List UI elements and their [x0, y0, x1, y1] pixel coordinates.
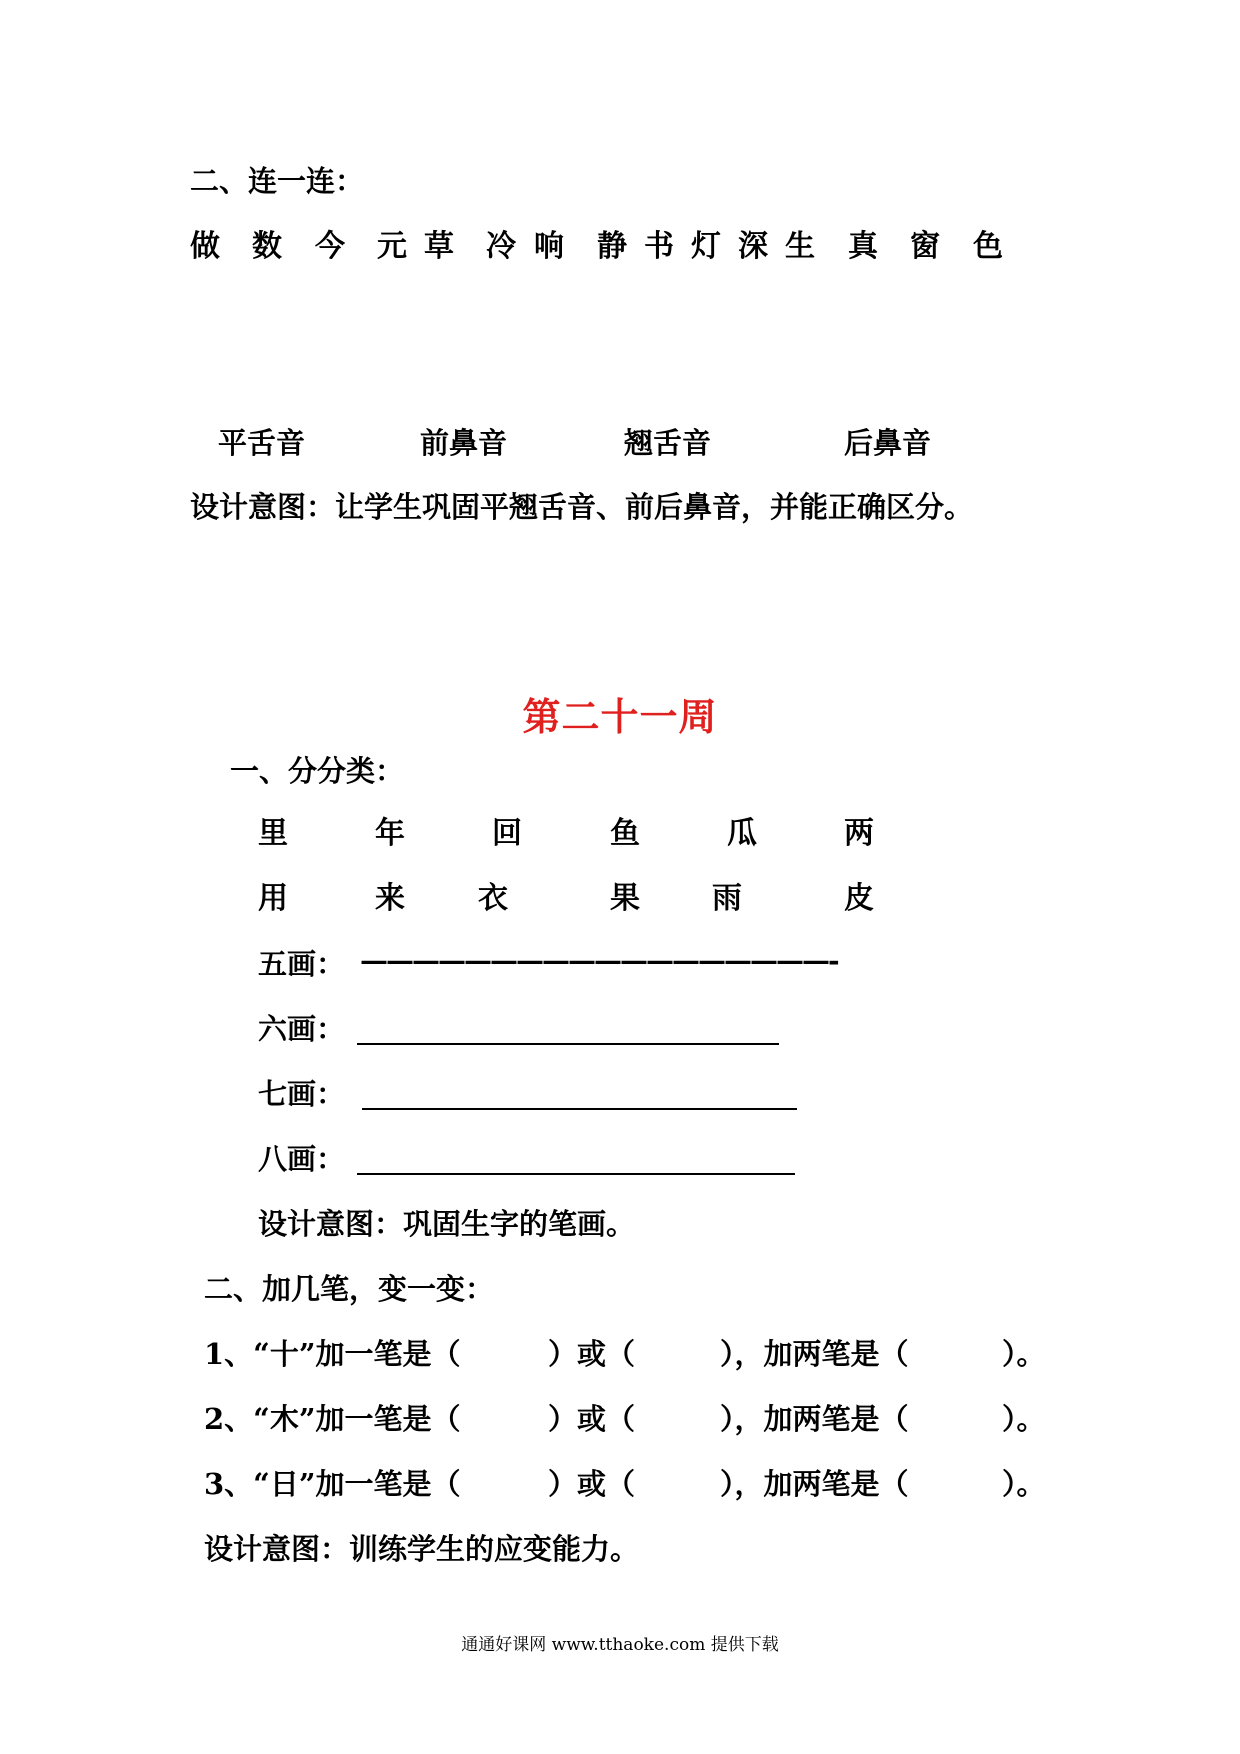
item-text: 2、“木”加一笔是（ — [204, 1402, 461, 1436]
design-intent: 设计意图：让学生巩固平翘舌音、前后鼻音，并能正确区分。 — [190, 490, 974, 524]
connect-char: 静 — [597, 229, 627, 264]
classify-char: 回 — [492, 816, 522, 851]
stroke-label-seven: 七画： — [258, 1077, 346, 1111]
item-text: ）或（ — [548, 1337, 636, 1371]
category-label: 平舌音 — [218, 426, 306, 460]
classify-char: 年 — [375, 816, 405, 851]
answer-line-eight[interactable] — [357, 1173, 795, 1175]
item-text: ）或（ — [548, 1402, 636, 1436]
classify-char: 来 — [375, 881, 405, 916]
item-text: ），加两笔是（ — [720, 1467, 909, 1501]
stroke-label-eight: 八画： — [258, 1142, 346, 1176]
classify-char: 用 — [258, 881, 288, 916]
classify-char: 皮 — [844, 881, 874, 916]
connect-char: 响 — [534, 229, 564, 264]
category-label: 后鼻音 — [844, 426, 932, 460]
category-label: 前鼻音 — [420, 426, 508, 460]
classify-char: 鱼 — [610, 816, 640, 851]
stroke-label-five: 五画： — [258, 947, 346, 981]
classify-char: 瓜 — [727, 816, 757, 851]
section-heading-connect: 二、连一连： — [190, 164, 365, 198]
connect-char: 数 — [252, 229, 282, 264]
answer-line-seven[interactable] — [362, 1108, 797, 1110]
item-text: ），加两笔是（ — [720, 1402, 909, 1436]
category-label: 翘舌音 — [624, 426, 712, 460]
connect-char: 今 — [315, 229, 345, 264]
classify-char: 果 — [610, 881, 640, 916]
classify-char: 里 — [258, 816, 288, 851]
item-text: 1、“十”加一笔是（ — [204, 1337, 461, 1371]
week-title: 第二十一周 — [522, 694, 718, 739]
item-text: ）。 — [1002, 1467, 1046, 1501]
classify-char: 雨 — [712, 881, 742, 916]
item-text: ）。 — [1002, 1402, 1046, 1436]
stroke-label-six: 六画： — [258, 1012, 346, 1046]
connect-char: 书 — [644, 229, 674, 264]
connect-char: 草 — [424, 229, 454, 264]
item-text: 3、“日”加一笔是（ — [204, 1467, 461, 1501]
connect-char: 真 — [848, 229, 878, 264]
page-footer: 通通好课网 www.tthaoke.com 提供下载 — [461, 1635, 779, 1655]
connect-char: 色 — [973, 229, 1003, 264]
section-heading-add-strokes: 二、加几笔，变一变： — [204, 1272, 495, 1306]
item-text: ），加两笔是（ — [720, 1337, 909, 1371]
connect-char: 灯 — [691, 229, 721, 264]
section-heading-classify: 一、分分类： — [230, 754, 405, 788]
design-intent: 设计意图：巩固生字的笔画。 — [258, 1207, 636, 1241]
connect-char: 元 — [377, 229, 407, 264]
classify-char: 两 — [844, 816, 874, 851]
answer-line-six[interactable] — [357, 1043, 779, 1045]
connect-char: 做 — [190, 229, 220, 264]
item-text: ）或（ — [548, 1467, 636, 1501]
classify-char: 衣 — [478, 881, 508, 916]
connect-char: 生 — [785, 229, 815, 264]
item-text: ）。 — [1002, 1337, 1046, 1371]
connect-char: 深 — [738, 229, 768, 264]
connect-char: 冷 — [486, 229, 516, 264]
connect-char: 窗 — [910, 229, 940, 264]
design-intent: 设计意图：训练学生的应变能力。 — [204, 1532, 640, 1566]
answer-dash-line[interactable]: ——————————————————- — [360, 944, 838, 977]
